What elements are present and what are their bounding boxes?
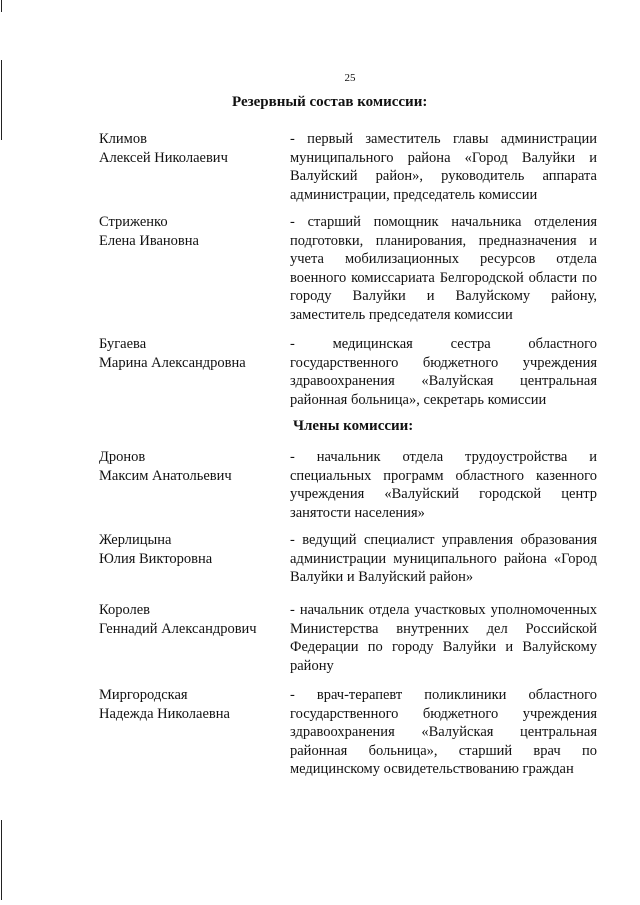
- person-role: - начальник отдела участковых уполномоченных Министерства внутренних дел Российской Федерации по городу Валуйки и Валуйскому району: [290, 602, 597, 674]
- person-surname: Дронов: [99, 449, 146, 465]
- person-name: [99, 448, 284, 485]
- person-surname: Миргородская: [99, 687, 188, 703]
- page-number: 25: [344, 72, 356, 84]
- person-name: [99, 686, 284, 723]
- person-name: [99, 213, 284, 250]
- person-given-names: Надежда Николаевна: [99, 705, 230, 722]
- members-section-title: Члены комиссии:: [293, 418, 414, 434]
- person-surname: Королев: [99, 602, 151, 618]
- person-name: [99, 531, 284, 568]
- person-role: - старший помощник начальника отделения подготовки, планирования, предназначения и учета мобилизационных ресурсов отдела военного комиссариата Белгородской области по городу Валуйки и Валуйскому району, заместитель председателя комиссии: [290, 214, 597, 323]
- person-name: [99, 335, 284, 372]
- person-surname: Бугаева: [99, 336, 147, 352]
- person-role: - медицинская сестра областного государственного бюджетного учреждения здравоохранения «Валуйская центральная районная больница», секретарь комиссии: [290, 336, 597, 408]
- person-given-names: Алексей Николаевич: [99, 149, 228, 166]
- reserve-section-title: Резервный состав комиссии:: [232, 94, 428, 110]
- person-given-names: Елена Ивановна: [99, 232, 199, 249]
- person-name: [99, 130, 284, 167]
- person-given-names: Марина Александровна: [99, 354, 246, 371]
- scan-edge-line-bottom: [1, 820, 2, 900]
- person-surname: Климов: [99, 131, 147, 147]
- person-given-names: Максим Анатольевич: [99, 467, 232, 484]
- person-role: - ведущий специалист управления образования администрации муниципального района «Город Валуйки и Валуйский район»: [290, 532, 597, 585]
- scan-edge-line-top: [1, 0, 2, 12]
- person-given-names: Геннадий Александрович: [99, 620, 257, 637]
- person-role: - первый заместитель главы администрации муниципального района «Город Валуйки и Валуйский район», руководитель аппарата администрации, председатель комиссии: [290, 131, 597, 203]
- person-name: [99, 601, 284, 638]
- person-role: - врач-терапевт поликлиники областного государственного бюджетного учреждения здравоохранения «Валуйская центральная районная больница», старший врач по медицинскому освидетельствованию граждан: [290, 687, 597, 777]
- person-given-names: Юлия Викторовна: [99, 550, 213, 567]
- person-surname: Жерлицына: [99, 532, 172, 548]
- person-role: - начальник отдела трудоустройства и специальных программ областного казенного учреждения «Валуйский городской центр занятости населения»: [290, 449, 597, 521]
- person-surname: Стриженко: [99, 214, 168, 230]
